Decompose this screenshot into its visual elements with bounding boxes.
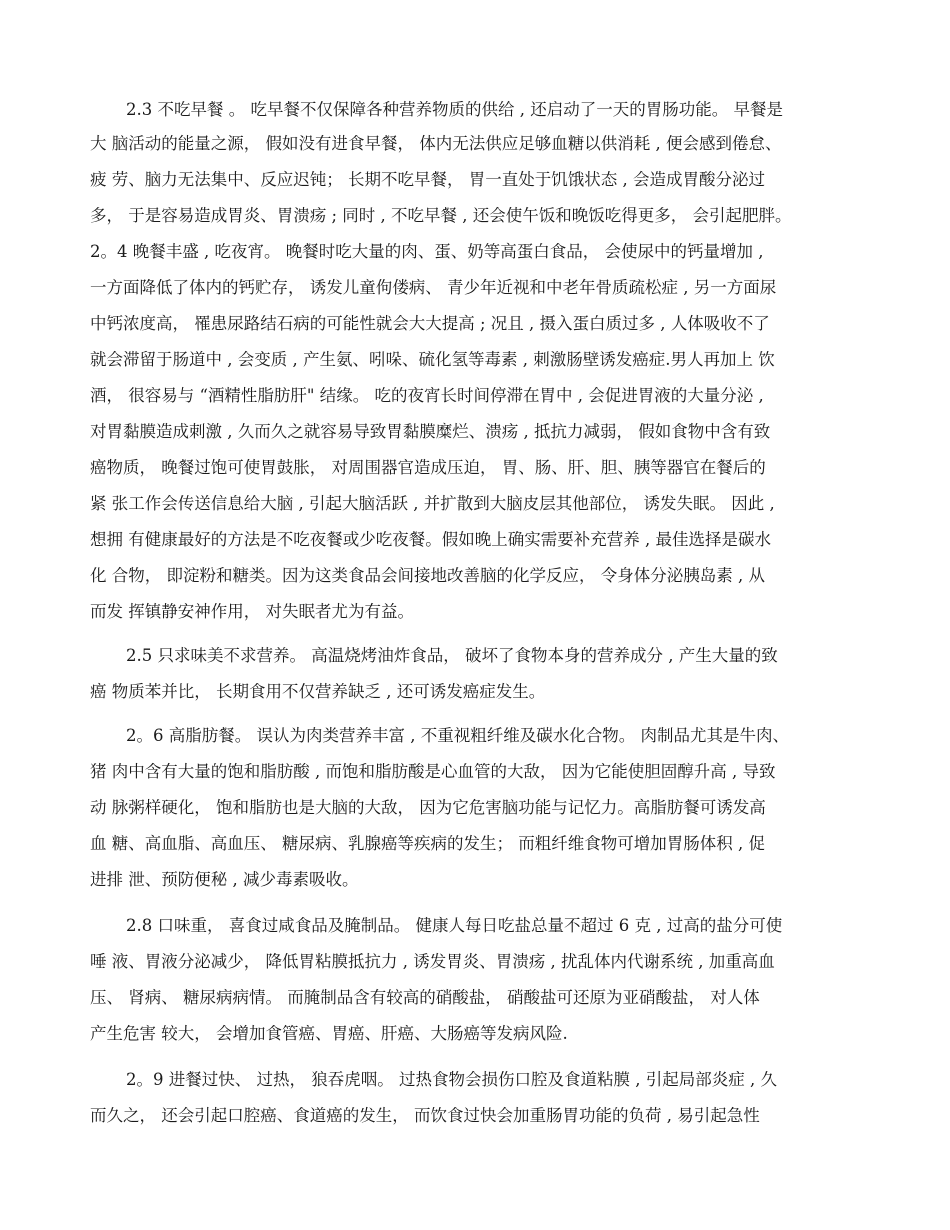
text-line: 多， 于是容易造成胃炎、胃溃疡 ; 同时 , 不吃早餐 , 还会使午饭和晚饭吃得更多， 会引起肥胖。 — [90, 206, 792, 225]
text-line: 进排 泄、预防便秘 , 减少毒素吸收。 — [90, 870, 359, 889]
text-line: 就会滞留于肠道中 , 会变质 , 产生氨、吲哚、硫化氢等毒素 , 刺激肠壁诱发癌症.男人再加上 饮 — [90, 350, 775, 369]
text-line: 对胃黏膜造成刺激 , 久而久之就容易导致胃黏膜糜烂、溃疡 , 抵抗力减弱， 假如食物中含有致 — [90, 422, 771, 441]
text-line: 产生危害 较大， 会增加食管癌、胃癌、肝癌、大肠癌等发病风险. — [90, 1024, 568, 1043]
text-line: 大 脑活动的能量之源， 假如没有进食早餐， 体内无法供应足够血糖以供消耗 , 便会感到倦怠、 — [90, 134, 782, 153]
text-line: 化 合物， 即淀粉和糖类。因为这类食品会间接地改善脑的化学反应， 令身体分泌胰岛素 , 从 — [90, 566, 765, 585]
text-line: 2.3 不吃早餐 。 吃早餐不仅保障各种营养物质的供给 , 还启动了一天的胃肠功能。 早餐是 — [126, 100, 783, 119]
text-line: 而发 挥镇静安神作用， 对失眠者尤为有益。 — [90, 602, 414, 621]
text-line: 压、 肾病、 糖尿病病情。 而腌制品含有较高的硝酸盐， 硝酸盐可还原为亚硝酸盐， 对人体 — [90, 988, 760, 1007]
text-line: 而久之， 还会引起口腔癌、食道癌的发生， 而饮食过快会加重肠胃功能的负荷 , 易引起急性 — [90, 1106, 760, 1125]
text-line: 2。9 进餐过快、 过热， 狼吞虎咽。 过热食物会损伤口腔及食道粘膜 , 引起局部炎症 , 久 — [126, 1070, 777, 1089]
text-line: 唾 液、胃液分泌减少， 降低胃粘膜抵抗力 , 诱发胃炎、胃溃疡 , 扰乱体内代谢系统 , 加重高血 — [90, 952, 775, 971]
text-line: 癌物质， 晚餐过饱可使胃鼓胀， 对周围器官造成压迫， 胃、肠、肝、胆、胰等器官在餐后的 — [90, 458, 766, 477]
text-line: 猪 肉中含有大量的饱和脂肪酸 , 而饱和脂肪酸是心血管的大敌， 因为它能使胆固醇升高 , 导致 — [90, 762, 776, 781]
text-line: 2.5 只求味美不求营养。 高温烧烤油炸食品， 破坏了食物本身的营养成分 , 产生大量的致 — [126, 646, 778, 665]
text-line: 2。6 高脂肪餐。 误认为肉类营养丰富 , 不重视粗纤维及碳水化合物。 肉制品尤其是牛肉、 — [126, 726, 789, 745]
text-line: 癌 物质苯并比， 长期食用不仅营养缺乏 , 还可诱发癌症发生。 — [90, 682, 546, 701]
text-line: 紧 张工作会传送信息给大脑 , 引起大脑活跃 , 并扩散到大脑皮层其他部位， 诱发失眠。 因此 , — [90, 494, 775, 513]
text-line: 中钙浓度高， 罹患尿路结石病的可能性就会大大提高 ; 况且 , 摄入蛋白质过多 , 人体吸收不了 — [90, 314, 770, 333]
text-line: 想拥 有健康最好的方法是不吃夜餐或少吃夜餐。假如晚上确实需要补充营养 , 最佳选择是碳水 — [90, 530, 771, 549]
text-line: 2.8 口味重， 喜食过咸食品及腌制品。 健康人每日吃盐总量不超过 6 克 , 过高的盐分可使 — [126, 916, 783, 935]
text-line: 疲 劳、脑力无法集中、反应迟钝； 长期不吃早餐， 胃一直处于饥饿状态 , 会造成胃酸分泌过 — [90, 170, 765, 189]
text-line: 酒， 很容易与 “酒精性脂肪肝" 结缘。 吃的夜宵长时间停滞在胃中 , 会促进胃液的大量分泌 , — [90, 386, 764, 405]
text-line: 血 糖、高血脂、高血压、 糖尿病、乳腺癌等疾病的发生； 而粗纤维食物可增加胃肠体积 , 促 — [90, 834, 765, 853]
text-line: 动 脉粥样硬化， 饱和脂肪也是大脑的大敌， 因为它危害脑功能与记忆力。高脂肪餐可诱发高 — [90, 798, 766, 817]
text-line: 一方面降低了体内的钙贮存， 诱发儿童佝偻病、 青少年近视和中老年骨质疏松症 , 另一方面尿 — [90, 278, 777, 297]
text-line: 2。4 晚餐丰盛 , 吃夜宵。 晚餐时吃大量的肉、蛋、奶等高蛋白食品， 会使尿中的钙量增加 , — [90, 242, 764, 261]
